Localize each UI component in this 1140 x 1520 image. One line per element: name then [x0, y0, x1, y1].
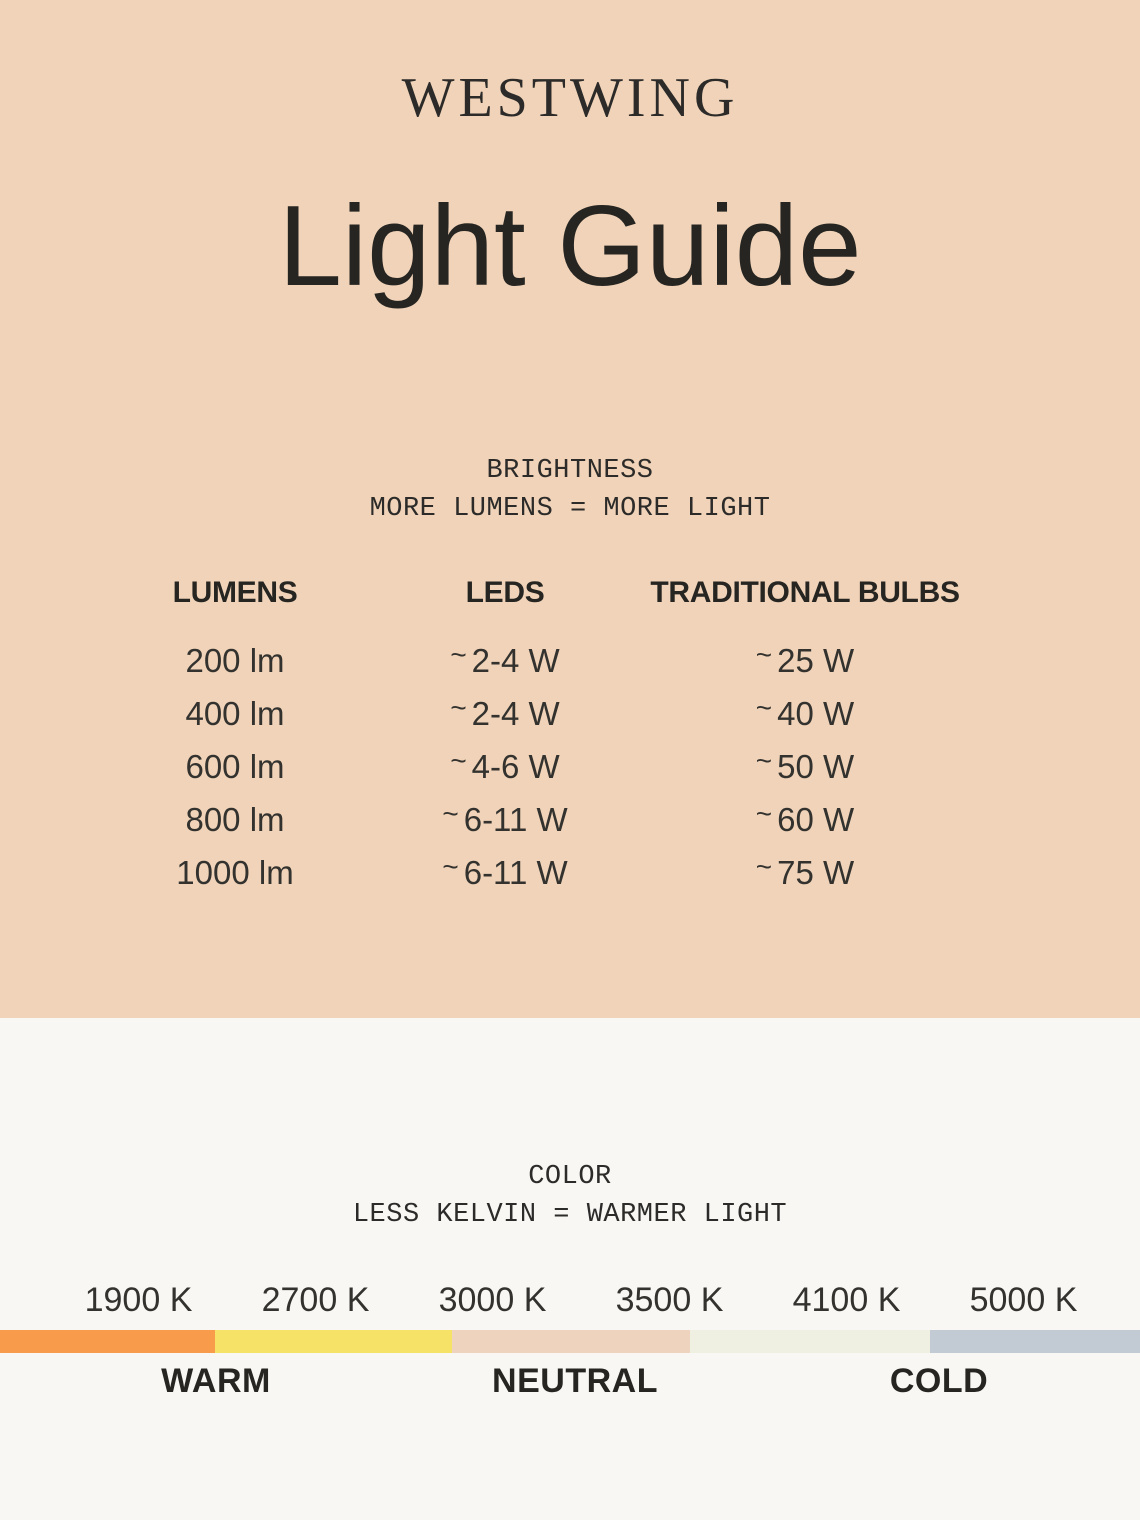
approx-symbol: ~ — [755, 638, 773, 670]
color-temperature-bar — [0, 1330, 1140, 1353]
table-row — [90, 740, 980, 793]
approx-symbol: ~ — [755, 797, 773, 829]
bulb-watts-text: 50 W — [777, 747, 855, 785]
bulb-watts-value — [630, 744, 980, 786]
column-header-lumens: LUMENS — [172, 576, 298, 609]
approx-symbol: ~ — [450, 638, 467, 670]
table-row — [90, 634, 980, 687]
zone-label-neutral: NEUTRAL — [492, 1362, 658, 1400]
led-watts-value — [380, 744, 630, 786]
bulb-watts-text: 60 W — [777, 800, 855, 838]
bulb-watts-value — [630, 638, 980, 680]
kelvin-label: 3000 K — [438, 1281, 547, 1319]
lumens-value: 1000 lm — [176, 853, 294, 891]
approx-symbol: ~ — [755, 850, 773, 882]
page-title: Light Guide — [278, 183, 862, 310]
temp-segment-neutral-peach — [452, 1330, 690, 1353]
temp-segment-neutral-cream — [690, 1330, 930, 1353]
bulb-watts-text: 25 W — [777, 641, 855, 679]
temp-segment-cold-blue — [930, 1330, 1140, 1353]
temp-segment-warm-orange — [0, 1330, 215, 1353]
table-row — [90, 687, 980, 740]
lumens-value: 800 lm — [185, 800, 285, 838]
kelvin-label: 3500 K — [615, 1281, 724, 1319]
kelvin-label: 2700 K — [261, 1281, 370, 1319]
led-watts-value — [380, 797, 630, 839]
approx-symbol: ~ — [755, 744, 773, 776]
kelvin-label: 4100 K — [792, 1281, 901, 1319]
brightness-heading: BRIGHTNESS — [486, 456, 654, 486]
approx-symbol: ~ — [442, 850, 459, 882]
zone-label-warm: WARM — [161, 1362, 271, 1400]
table-row — [90, 846, 980, 899]
led-watts-value — [380, 638, 630, 680]
zone-label-cold: COLD — [889, 1362, 989, 1400]
color-heading-block — [0, 1158, 1140, 1234]
column-header-leds: LEDS — [465, 576, 545, 609]
bulb-watts-text: 40 W — [777, 694, 855, 732]
bulb-watts-value — [630, 797, 980, 839]
brightness-heading-block — [0, 452, 1140, 528]
lumens-value: 200 lm — [185, 641, 285, 679]
brightness-subheading: MORE LUMENS = MORE LIGHT — [369, 494, 771, 524]
led-watts-text: 2-4 W — [471, 641, 560, 679]
led-watts-value — [380, 691, 630, 733]
color-subheading: LESS KELVIN = WARMER LIGHT — [352, 1200, 788, 1230]
led-watts-value — [380, 850, 630, 892]
led-watts-text: 6-11 W — [463, 800, 568, 838]
lumens-value: 600 lm — [185, 747, 285, 785]
kelvin-label: 1900 K — [84, 1281, 193, 1319]
bulb-watts-text: 75 W — [777, 853, 855, 891]
approx-symbol: ~ — [450, 744, 467, 776]
table-header-row — [90, 576, 980, 610]
lumens-value: 400 lm — [185, 694, 285, 732]
approx-symbol: ~ — [442, 797, 459, 829]
kelvin-label: 5000 K — [969, 1281, 1078, 1319]
brand-logo: WESTWING — [401, 67, 739, 129]
led-watts-text: 6-11 W — [463, 853, 568, 891]
approx-symbol: ~ — [450, 691, 467, 723]
color-panel — [0, 1018, 1140, 1520]
column-header-traditional-bulbs: TRADITIONAL BULBS — [650, 576, 960, 609]
bulb-watts-value — [630, 691, 980, 733]
led-watts-text: 4-6 W — [471, 747, 560, 785]
kelvin-scale-labels — [50, 1281, 1112, 1320]
bulb-watts-value — [630, 850, 980, 892]
lumens-comparison-table — [90, 576, 980, 899]
temp-segment-warm-yellow — [215, 1330, 452, 1353]
color-heading: COLOR — [528, 1162, 612, 1192]
led-watts-text: 2-4 W — [471, 694, 560, 732]
table-row — [90, 793, 980, 846]
approx-symbol: ~ — [755, 691, 773, 723]
